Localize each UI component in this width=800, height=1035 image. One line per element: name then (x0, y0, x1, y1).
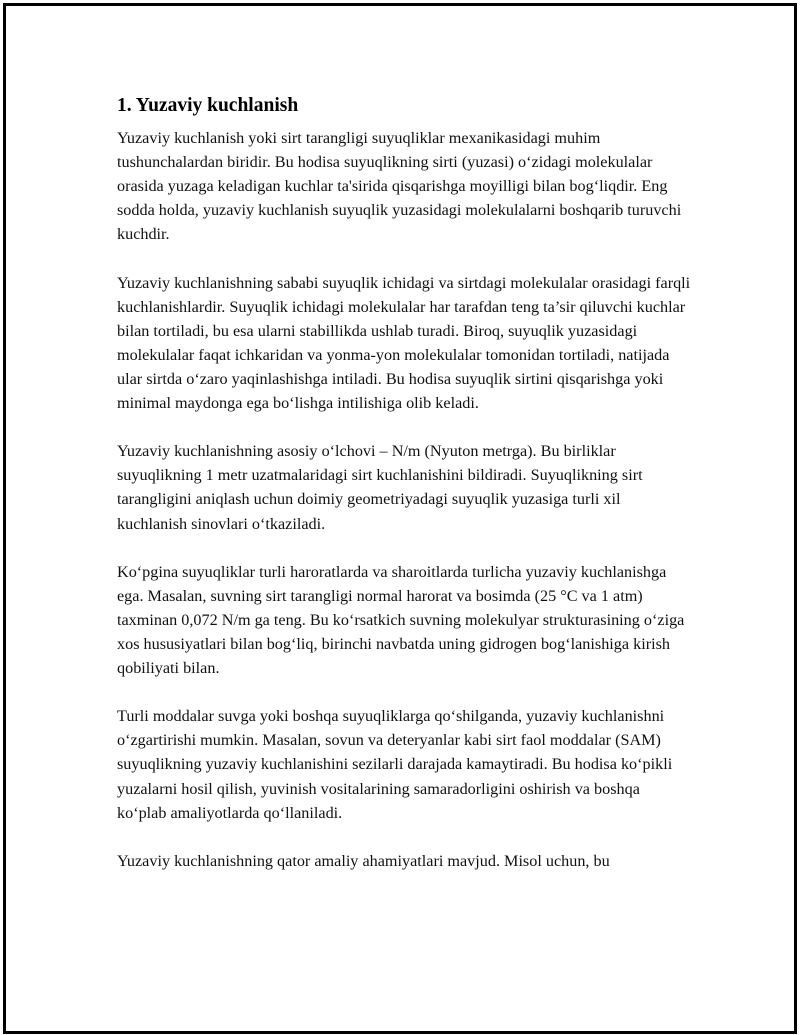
paragraph: Ko‘pgina suyuqliklar turli haroratlarda va sharoitlarda turlicha yuzaviy kuchlanishga ega. Masalan, suvning sirt tarangligi normal harorat va bosimda (25 °C va 1 atm) taxminan 0,072 N/m ga teng. Bu ko‘rsatkich suvning molekulyar strukturasining o‘ziga xos hususiyatlari bilan bog‘liq, birinchi navbatda uning gidrogen bog‘lanishiga kirish qobiliyati bilan. (117, 562, 685, 678)
section-title: 1. Yuzaviy kuchlanish (117, 95, 299, 116)
paragraph: Turli moddalar suvga yoki boshqa suyuqliklarga qo‘shilganda, yuzaviy kuchlanishni o‘zgartirishi mumkin. Masalan, sovun va deteryanlar kabi sirt faol moddalar (SAM) suyuqlikning yuzaviy kuchlanishini sezilarli darajada kamaytiradi. Bu hodisa ko‘pikli yuzalarni hosil qilish, yuvinish vositalarining samaradorligini oshirish va boshqa ko‘plab amaliyotlarda qo‘llaniladi. (117, 707, 673, 822)
paragraph: Yuzaviy kuchlanishning asosiy o‘lchovi – N/m (Nyuton metrga). Bu birliklar suyuqlikning 1 metr uzatmalaridagi sirt kuchlanishini bildiradi. Suyuqlikning sirt tarangligini aniqlash uchun doimiy geometriyadagi suyuqlik yuzasiga turli xil kuchlanish sinovlari o‘tkaziladi. (117, 442, 643, 533)
paragraph: Yuzaviy kuchlanishning qator amaliy ahamiyatlari mavjud. Misol uchun, bu (117, 851, 610, 870)
document-body (117, 92, 692, 897)
paragraph: Yuzaviy kuchlanish yoki sirt tarangligi suyuqliklar mexanikasidagi muhim tushunchalardan biridir. Bu hodisa suyuqlikning sirti (yuzasi) o‘zidagi molekulalar orasida yuzaga keladigan kuchlar ta'sirida qisqarishga moyilligi bilan bog‘liqdir. Eng sodda holda, yuzaviy kuchlanish suyuqlik yuzasidagi molekulalarni boshqarib turuvchi kuchdir. (117, 129, 682, 244)
paragraph: Yuzaviy kuchlanishning sababi suyuqlik ichidagi va sirtdagi molekulalar orasidagi farqli kuchlanishlardir. Suyuqlik ichidagi molekulalar har tarafdan teng ta’sir qiluvchi kuchlar bilan tortiladi, bu esa ularni stabillikda ushlab turadi. Biroq, suyuqlik yuzasidagi molekulalar faqat ichkaridan va yonma-yon molekulalar tomonidan tortiladi, natijada ular sirtda o‘zaro yaqinlashishga intiladi. Bu hodisa suyuqlik sirtini qisqarishga yoki minimal maydonga ega bo‘lishga intilishiga olib keladi. (117, 273, 691, 413)
